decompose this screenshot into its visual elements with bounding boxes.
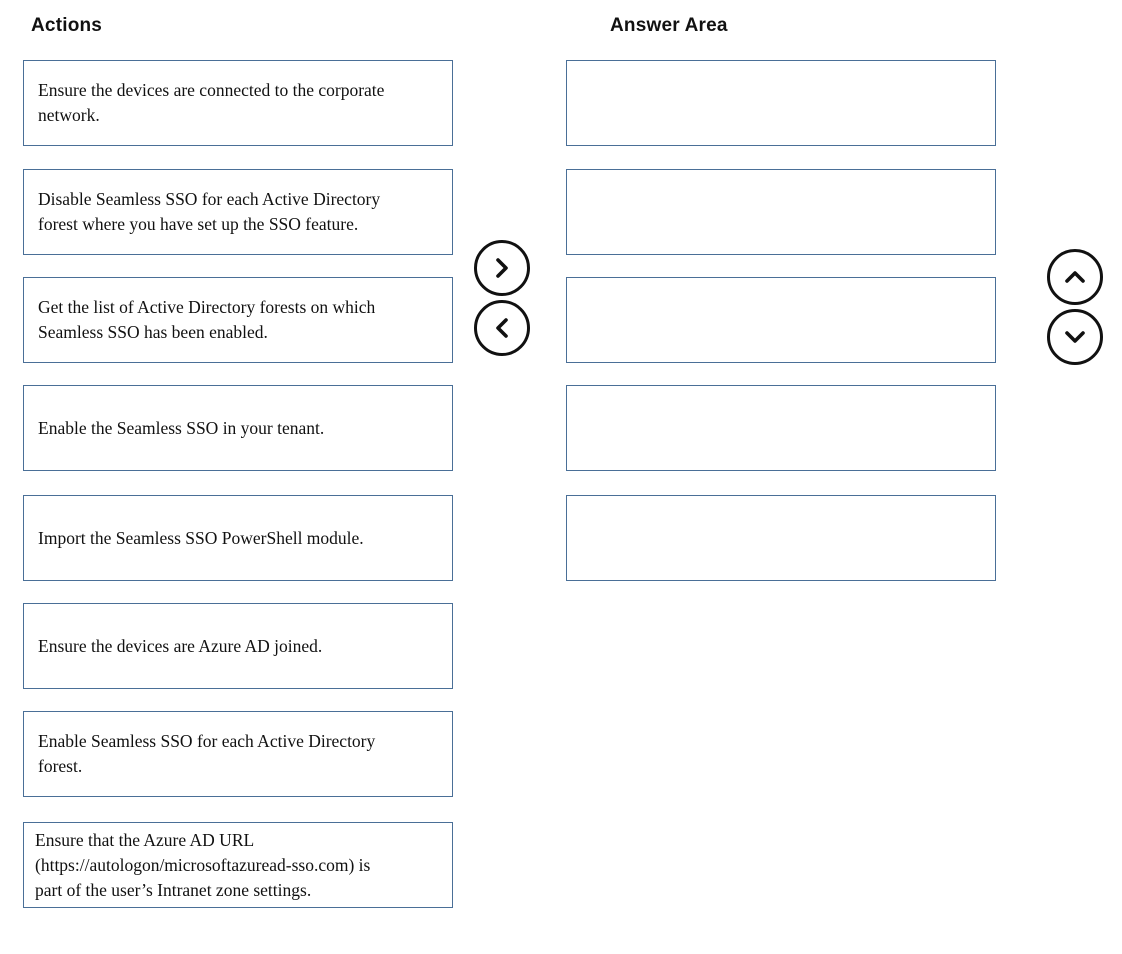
action-item-3[interactable] <box>23 277 453 363</box>
answer-area-heading: Answer Area <box>610 15 728 36</box>
action-item-text: Enable the Seamless SSO in your tenant. <box>38 417 325 438</box>
action-item-5[interactable] <box>23 495 453 581</box>
move-right-button[interactable] <box>474 240 530 296</box>
move-up-button[interactable] <box>1047 249 1103 305</box>
action-item-8[interactable] <box>23 822 453 908</box>
action-item-1[interactable] <box>23 60 453 146</box>
action-item-text: Ensure the devices are Azure AD joined. <box>38 635 323 656</box>
chevron-right-icon <box>490 256 514 280</box>
answer-slot-3[interactable] <box>566 277 996 363</box>
action-item-7[interactable] <box>23 711 453 797</box>
action-item-text: Ensure the devices are connected to the corporate network. <box>38 80 385 125</box>
action-item-4[interactable] <box>23 385 453 471</box>
move-down-button[interactable] <box>1047 309 1103 365</box>
action-item-text: Disable Seamless SSO for each Active Directory forest where you have set up the SSO feature. <box>38 189 381 234</box>
chevron-up-icon <box>1063 265 1087 289</box>
action-item-6[interactable] <box>23 603 453 689</box>
action-item-text: Get the list of Active Directory forests on which Seamless SSO has been enabled. <box>38 297 376 342</box>
answer-slot-2[interactable] <box>566 169 996 255</box>
answer-slot-5[interactable] <box>566 495 996 581</box>
action-item-text: Ensure that the Azure AD URL (https://autologon/microsoftazuread-sso.com) is part of the user’s Intranet zone settings. <box>35 829 371 900</box>
action-item-2[interactable] <box>23 169 453 255</box>
actions-heading: Actions <box>31 15 103 36</box>
move-left-button[interactable] <box>474 300 530 356</box>
action-item-text: Import the Seamless SSO PowerShell module. <box>38 527 364 548</box>
answer-slot-4[interactable] <box>566 385 996 471</box>
chevron-left-icon <box>490 316 514 340</box>
action-item-text: Enable Seamless SSO for each Active Directory forest. <box>38 731 376 776</box>
answer-slot-1[interactable] <box>566 60 996 146</box>
chevron-down-icon <box>1063 325 1087 349</box>
